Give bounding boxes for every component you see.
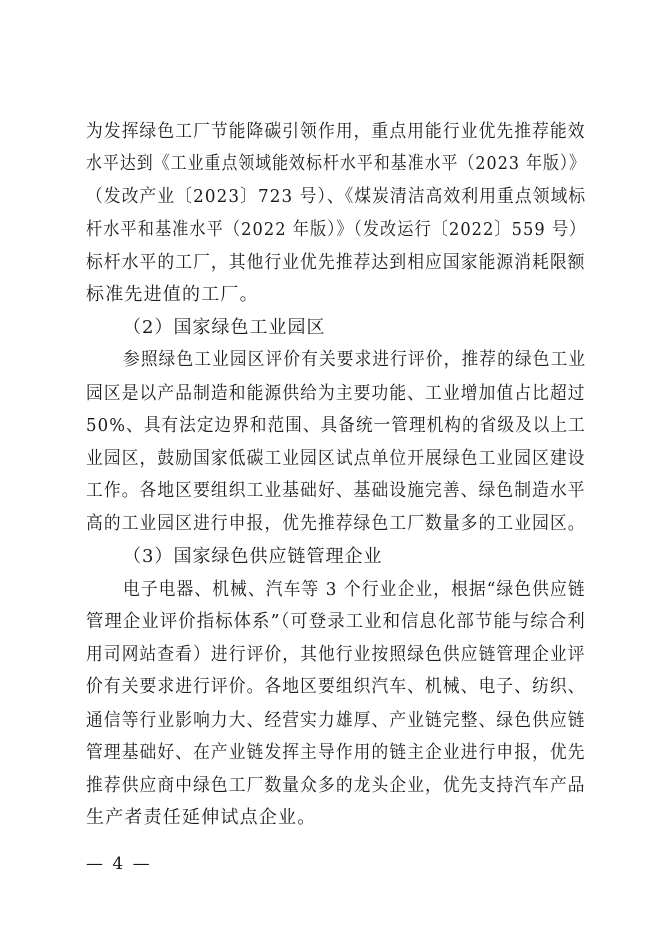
paragraph-line: 园区是以产品制造和能源供给为主要功能、工业增加值占比超过 — [86, 383, 586, 404]
paragraph-line: 水平达到《工业重点领域能效标杆水平和基准水平（2023 年版）》 — [86, 153, 586, 174]
paragraph-line: 50%、具有法定边界和范围、具备统一管理机构的省级及以上工 — [86, 415, 586, 436]
paragraph-line: 推荐供应商中绿色工厂数量众多的龙头企业，优先支持汽车产品 — [86, 775, 586, 796]
section-heading-green-industrial-park: （2）国家绿色工业园区 — [123, 317, 326, 338]
paragraph-line: 电子电器、机械、汽车等 3 个行业企业，根据“绿色供应链 — [123, 579, 586, 600]
paragraph-line: 用司网站查看）进行评价，其他行业按照绿色供应链管理企业评 — [86, 644, 586, 665]
paragraph-line: 标准先进值的工厂。 — [86, 284, 259, 305]
paragraph-line: 参照绿色工业园区评价有关要求进行评价，推荐的绿色工业 — [123, 349, 587, 370]
paragraph-line: 标杆水平的工厂，其他行业优先推荐达到相应国家能源消耗限额 — [86, 252, 586, 273]
paragraph-line: 杆水平和基准水平（2022 年版）》（发改运行〔2022〕559 号） — [86, 219, 587, 240]
paragraph-line: 价有关要求进行评价。各地区要组织汽车、机械、电子、纺织、 — [86, 676, 586, 697]
paragraph-line: 工作。各地区要组织工业基础好、基础设施完善、绿色制造水平 — [86, 480, 586, 501]
paragraph-line: 生产者责任延伸试点企业。 — [86, 807, 317, 828]
paragraph-line: 高的工业园区进行申报，优先推荐绿色工厂数量多的工业园区。 — [86, 513, 586, 534]
paragraph-line: 为发挥绿色工厂节能降碳引领作用，重点用能行业优先推荐能效 — [86, 121, 586, 142]
paragraph-line: （发改产业〔2023〕723 号）、《煤炭清洁高效利用重点领域标 — [86, 186, 587, 207]
paragraph-line: 管理基础好、在产业链发挥主导作用的链主企业进行申报，优先 — [86, 742, 586, 763]
section-heading-green-supply-chain: （3）国家绿色供应链管理企业 — [123, 546, 383, 567]
paragraph-line: 业园区，鼓励国家低碳工业园区试点单位开展绿色工业园区建设 — [86, 448, 586, 469]
paragraph-line: 通信等行业影响力大、经营实力雄厚、产业链完整、绿色供应链 — [86, 710, 586, 731]
page-number: — 4 — — [86, 854, 152, 874]
paragraph-line: 管理企业评价指标体系”（可登录工业和信息化部节能与综合利 — [86, 611, 586, 632]
